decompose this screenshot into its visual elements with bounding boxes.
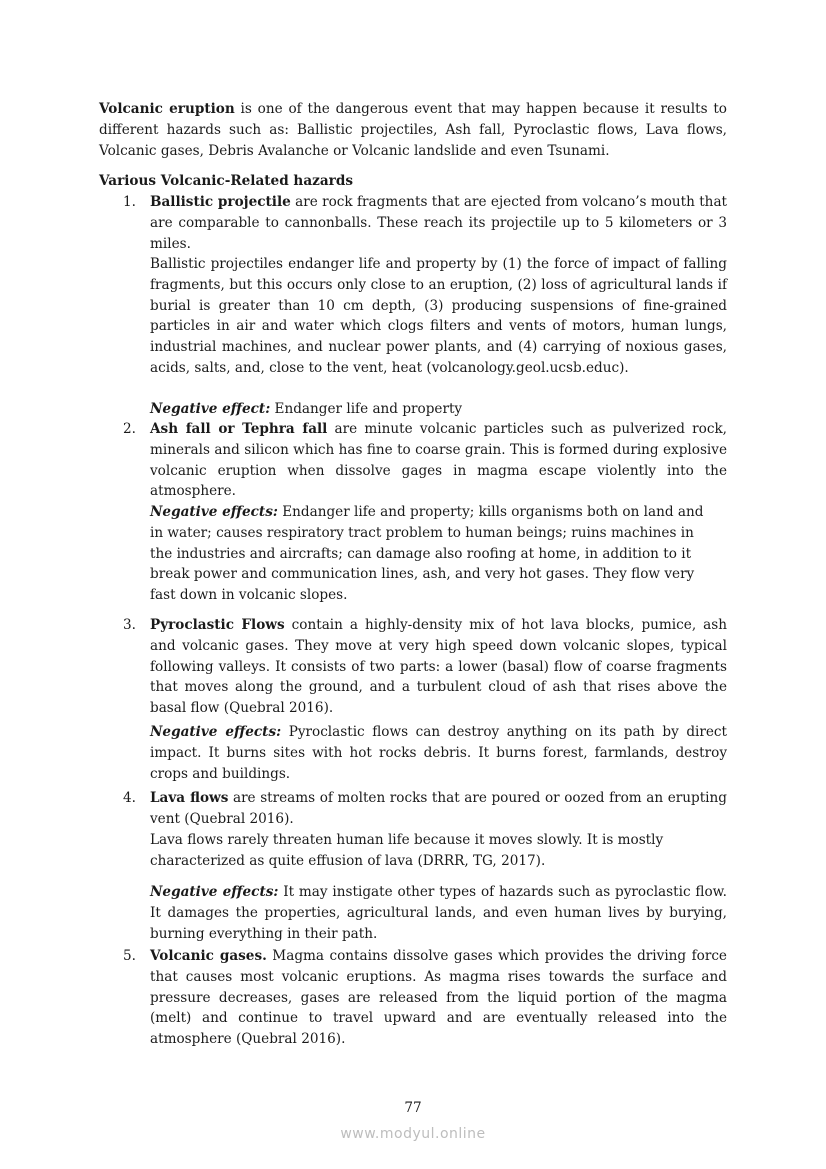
intro-paragraph [99,99,727,161]
neg-label: Negative effects: [150,884,279,900]
list-item-ash-fall [150,419,727,502]
item-text: contain a highly-density mix of hot lava blocks, pumice, ash and volcanic gases. They move at very high speed down volcanic slopes, typical following valleys. It consists of two parts: a lower (basal) flow of coarse fragments that moves along the ground, and a turbulent cloud of ash that rises above the basal flow (Quebral 2016). [150,617,727,717]
negative-effects [150,399,727,420]
list-item-ballistic [150,192,727,254]
item-term: Ballistic projectile [150,194,291,210]
list-number: 5. [123,948,136,964]
neg-text: Endanger life and property [270,401,463,417]
item-term: Pyroclastic Flows [150,617,285,633]
list-number: 1. [123,194,136,210]
item-extra: Lava flows rarely threaten human life because it moves slowly. It is mostly characterized as quite effusion of lava (DRRR, TG, 2017). [150,832,664,869]
page-number: 77 [404,1100,422,1116]
list-number: 3. [123,617,136,633]
intro-text: is one of the dangerous event that may happen because it results to different hazards such as: Ballistic projectiles, Ash fall, Pyroclastic flows, Lava flows, Volcanic gases, Debris Avalanche or Volcanic landslide and even Tsunami. [99,101,727,159]
negative-effects [150,722,727,784]
item-extra: Ballistic projectiles endanger life and property by (1) the force of impact of falling fragments, but this occurs only close to an eruption, (2) loss of agricultural lands if burial is greater than 10 cm depth, (3) producing suspensions of fine-grained particles in air and water which clogs filters and vents of motors, human lungs, industrial machines, and nuclear power plants, and (4) carrying of noxious gases, acids, salts, and, close to the vent, heat (volcanology.geol.ucsb.educ). [150,256,727,376]
item-text: are minute volcanic particles such as pulverized rock, minerals and silicon which has fine to coarse grain. This is formed during explosive volcanic eruption when dissolve gages in magma escape violently into the atmosphere. [150,421,727,500]
negative-effects [150,502,710,606]
neg-text: Endanger life and property; kills organisms both on land and in water; causes respiratory tract problem to human beings; ruins machines in the industries and aircrafts; can damage also roofing at home, in addition to it break power and communication lines, ash, and very hot gases. They flow very fast down in volcanic slopes. [150,504,704,604]
list-item-gases [150,946,727,1050]
item-term: Volcanic gases. [150,948,267,964]
item-term: Ash fall or Tephra fall [150,421,328,437]
list-number: 4. [123,790,136,806]
neg-label: Negative effects: [150,724,282,740]
list-item-pyroclastic [150,615,727,719]
item-text: Magma contains dissolve gases which provides the driving force that causes most volcanic eruptions. As magma rises towards the surface and pressure decreases, gases are released from the liquid portion of the magma (melt) and continue to travel upward and are eventually released into the atmosphere (Quebral 2016). [150,948,727,1048]
item-text: are rock fragments that are ejected from volcano’s mouth that are comparable to cannonballs. These reach its projectile up to 5 kilometers or 3 miles. [150,194,728,252]
negative-effects [150,882,727,944]
list-number: 2. [123,421,136,437]
website-watermark: www.modyul.online [340,1126,486,1142]
neg-label: Negative effects: [150,504,278,520]
neg-text: Pyroclastic flows can destroy anything on its path by direct impact. It burns sites with hot rocks debris. It burns forest, farmlands, destroy crops and buildings. [150,724,727,782]
item-text: are streams of molten rocks that are poured or oozed from an erupting vent (Quebral 2016). [150,790,727,827]
section-heading: Various Volcanic-Related hazards [99,173,353,189]
item-term: Lava flows [150,790,229,806]
intro-term: Volcanic eruption [99,101,235,117]
neg-text: It may instigate other types of hazards such as pyroclastic flow. It damages the properties, agricultural lands, and even human lives by burying, burning everything in their path. [150,884,727,942]
list-item-lava [150,788,727,830]
neg-label: Negative effect: [150,401,271,417]
